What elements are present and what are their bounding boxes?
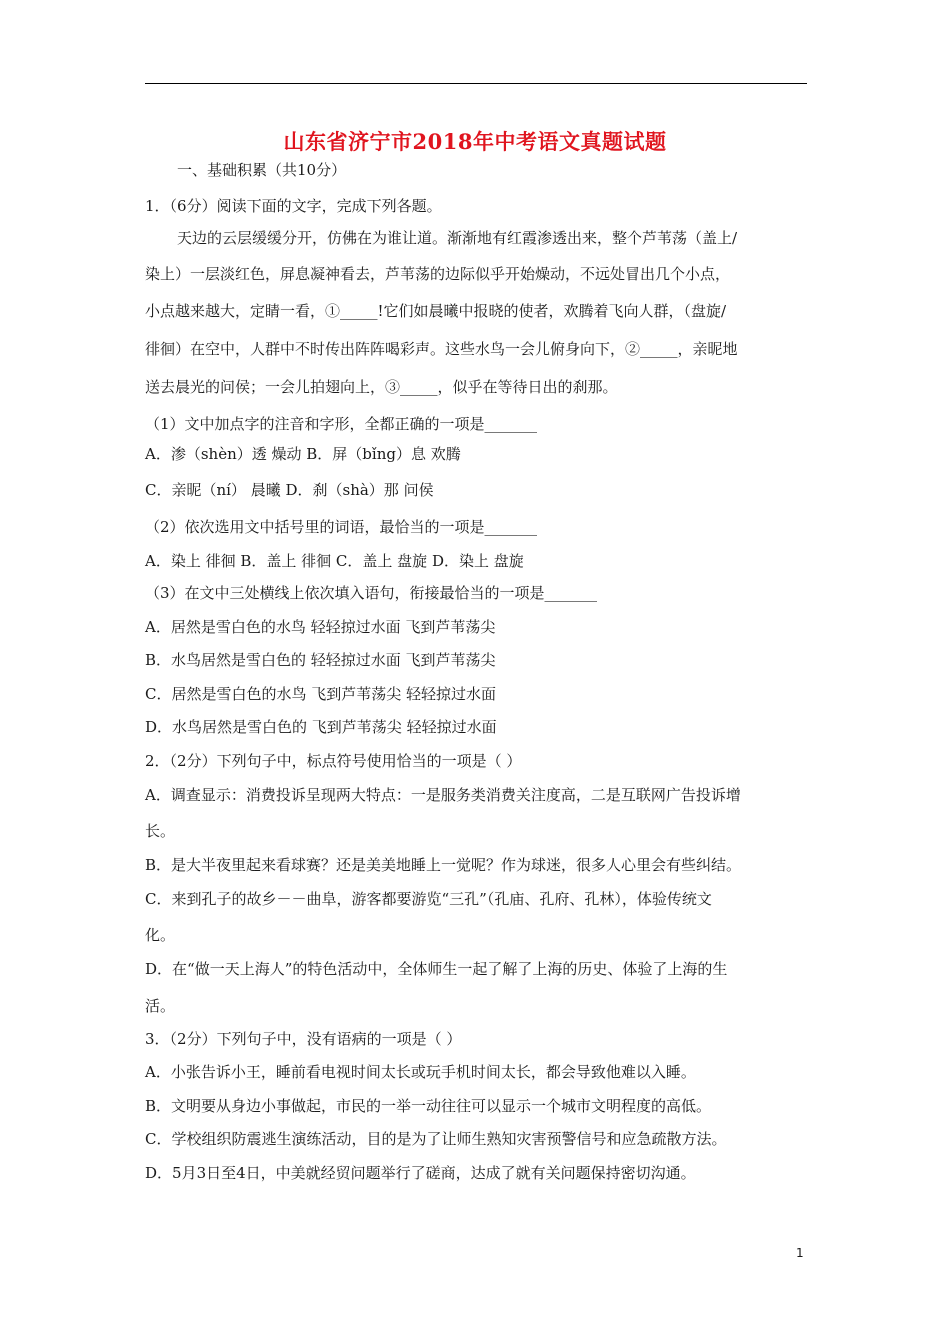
question-2-stem: 2．（2分）下列句子中，标点符号使用恰当的一项是（ ） [145,752,522,770]
question-3-stem: 3．（2分）下列句子中，没有语病的一项是（ ） [145,1030,462,1048]
option-line: A．渗（shèn）透 燥动 B．屏（bǐng）息 欢腾 [145,445,461,463]
option-line: B．文明要从身边小事做起，市民的一举一动往往可以显示一个城市文明程度的高低。 [145,1097,712,1115]
option-line: A．染上 徘徊 B．盖上 徘徊 C．盖上 盘旋 D．染上 盘旋 [145,552,524,570]
option-line: A．调查显示：消费投诉呈现两大特点：一是服务类消费关注度高，二是互联网广告投诉增 [145,786,741,804]
passage-line: 小点越来越大，定睛一看，①_____!它们如晨曦中报晓的使者，欢腾着飞向人群，（盘旋/ [145,302,727,320]
sub-question: （1）文中加点字的注音和字形，全都正确的一项是_______ [145,415,538,433]
question-1-stem: 1．（6分）阅读下面的文字，完成下列各题。 [145,197,442,215]
option-line: C．居然是雪白色的水鸟 飞到芦苇荡尖 轻轻掠过水面 [145,685,497,703]
header-rule [145,83,807,84]
passage-line: 徘徊）在空中，人群中不时传出阵阵喝彩声。这些水鸟一会儿俯身向下，②_____，亲昵地 [145,340,738,358]
option-line-cont: 活。 [145,997,176,1015]
option-line-cont: 长。 [145,822,176,840]
option-line: A．小张告诉小王，睡前看电视时间太长或玩手机时间太长，都会导致他难以入睡。 [145,1063,696,1081]
option-line: D．5月3日至4日，中美就经贸问题举行了磋商，达成了就有关问题保持密切沟通。 [145,1164,696,1182]
option-line-cont: 化。 [145,926,176,944]
sub-question: （3）在文中三处横线上依次填入语句，衔接最恰当的一项是_______ [145,584,598,602]
option-line: D．水鸟居然是雪白色的 飞到芦苇荡尖 轻轻掠过水面 [145,718,497,736]
option-line: A．居然是雪白色的水鸟 轻轻掠过水面 飞到芦苇荡尖 [145,618,496,636]
section-heading: 一、基础积累（共10分） [177,161,347,179]
passage-line: 天边的云层缓缓分开，仿佛在为谁让道。渐渐地有红霞渗透出来，整个芦苇荡（盖上/ [177,229,738,247]
option-line: C．来到孔子的故乡－－曲阜，游客都要游览“三孔”（孔庙、孔府、孔林），体验传统文 [145,890,712,908]
page-title: 山东省济宁市2018年中考语文真题试题 [283,129,667,154]
option-line: C．学校组织防震逃生演练活动，目的是为了让师生熟知灾害预警信号和应急疏散方法。 [145,1130,727,1148]
sub-question: （2）依次选用文中括号里的词语，最恰当的一项是_______ [145,518,538,536]
passage-line: 染上）一层淡红色，屏息凝神看去，芦苇荡的边际似乎开始燥动，不远处冒出几个小点， [145,265,731,283]
page-number: 1 [796,1246,804,1260]
option-line: B．水鸟居然是雪白色的 轻轻掠过水面 飞到芦苇荡尖 [145,651,496,669]
option-line: C．亲昵（ní） 晨曦 D．刹（shà）那 问侯 [145,481,434,499]
option-line: D．在“做一天上海人”的特色活动中，全体师生一起了解了上海的历史、体验了上海的生 [145,960,728,978]
option-line: B．是大半夜里起来看球赛？还是美美地睡上一觉呢？作为球迷，很多人心里会有些纠结。 [145,856,742,874]
passage-line: 送去晨光的问侯；一会儿拍翅向上，③_____，似乎在等待日出的刹那。 [145,378,618,396]
